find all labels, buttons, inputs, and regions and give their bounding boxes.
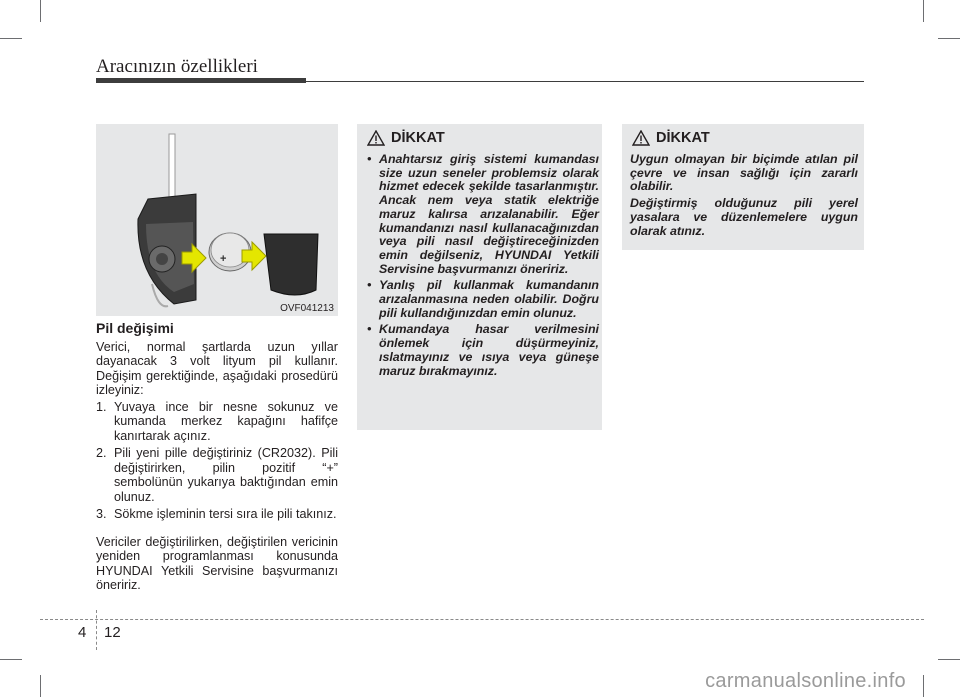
step-item — [96, 507, 338, 522]
figure-code: OVF041213 — [280, 303, 334, 314]
bullet-glyph: • — [367, 278, 372, 293]
caution-paragraph: Değiştirmiş olduğunuz pili yerel yasalara ve düzenlemelere uygun olarak atınız. — [630, 196, 858, 238]
step-item — [96, 446, 338, 504]
crop-mark — [0, 659, 22, 660]
caution-body — [630, 153, 858, 241]
caution-title: DİKKAT — [391, 130, 445, 146]
caution-box-disposal — [622, 124, 864, 250]
footer-rule — [40, 619, 924, 620]
caution-list — [365, 153, 599, 378]
caution-title: DİKKAT — [656, 130, 710, 146]
step-item — [96, 400, 338, 444]
header-rule — [96, 78, 306, 83]
battery-replacement-illustration — [96, 124, 338, 316]
caution-item-text: Kumandaya hasar verilmesini önlemek için düşürmeyiniz, ıslatmayınız ve ısıya veya güneşe maruz bırakmayınız. — [379, 322, 599, 378]
warning-triangle-icon — [367, 130, 385, 146]
step-text: Yuvaya ince bir nesne sokunuz ve kumanda merkez kapağını hafifçe kanırtarak açınız. — [114, 399, 338, 443]
crop-mark — [938, 38, 960, 39]
watermark: carmanualsonline.info — [705, 670, 906, 692]
crop-mark — [938, 659, 960, 660]
chapter-number: 4 — [78, 624, 87, 641]
caution-header — [367, 130, 445, 146]
caution-header — [632, 130, 710, 146]
header-rule-thin — [306, 81, 864, 82]
page-number-separator — [96, 610, 97, 650]
step-number: 1. — [96, 399, 107, 414]
chapter-header-title: Aracınızın özellikleri — [96, 56, 258, 77]
crop-mark — [0, 38, 22, 39]
caution-paragraph: Uygun olmayan bir biçimde atılan pil çevre ve insan sağlığı için zararlı olabilir. — [630, 152, 858, 194]
crop-mark — [923, 0, 924, 22]
steps-list — [96, 400, 338, 522]
caution-item — [365, 153, 599, 276]
caution-box-remote — [357, 124, 602, 430]
caution-item — [365, 279, 599, 320]
bullet-glyph: • — [367, 152, 372, 166]
crop-mark — [40, 0, 41, 22]
crop-mark — [40, 675, 41, 697]
crop-mark — [923, 675, 924, 697]
warning-triangle-icon — [632, 130, 650, 146]
step-number: 3. — [96, 507, 107, 521]
bullet-glyph: • — [367, 322, 372, 337]
fob-cover — [264, 234, 318, 295]
battery-plus-mark: + — [220, 253, 227, 265]
key-fob-drawing — [96, 124, 338, 316]
caution-item-text: Anahtarsız giriş sistemi kumandası size uzun seneler problemsiz olarak hizmet edecek şekilde tasarlanmıştır. Ancak nem veya statik elektriğe maruz kalırsa arızalanabilir. Eğer kumandanızı nasıl kullanacağınızdan veya pili nasıl değiştireceğinizden emin değilseniz, HYUNDAI Yetkili Servisine başvurmanızı öneririz. — [379, 152, 599, 276]
section-intro: Verici, normal şartlarda uzun yıllar dayanacak 3 volt lityum pil kullanır. Değişim gerektiğinde, aşağıdaki prosedürü izleyiniz: — [96, 339, 338, 397]
step-text: Pili yeni pille değiştiriniz (CR2032). Pili değiştirirken, pilin pozitif “+” sembolünün yukarıya baktığından emin olunuz. — [114, 446, 338, 504]
key-blade — [169, 134, 175, 204]
step-text: Sökme işleminin tersi sıra ile pili takınız. — [114, 507, 337, 521]
step-number: 2. — [96, 446, 107, 460]
caution-body — [365, 153, 599, 381]
battery-section — [96, 321, 338, 593]
page-number: 12 — [104, 624, 121, 641]
section-note: Vericiler değiştirilirken, değiştirilen vericinin yeniden programlanması konusunda HYUNDAI Yetkili Servisine başvurmanızı öneririz. — [96, 534, 338, 592]
caution-item — [365, 323, 599, 378]
section-title: Pil değişimi — [96, 320, 174, 336]
caution-item-text: Yanlış pil kullanmak kumandanın arızalanmasına neden olabilir. Doğru pili kullandığınızdan emin olunuz. — [379, 278, 599, 320]
